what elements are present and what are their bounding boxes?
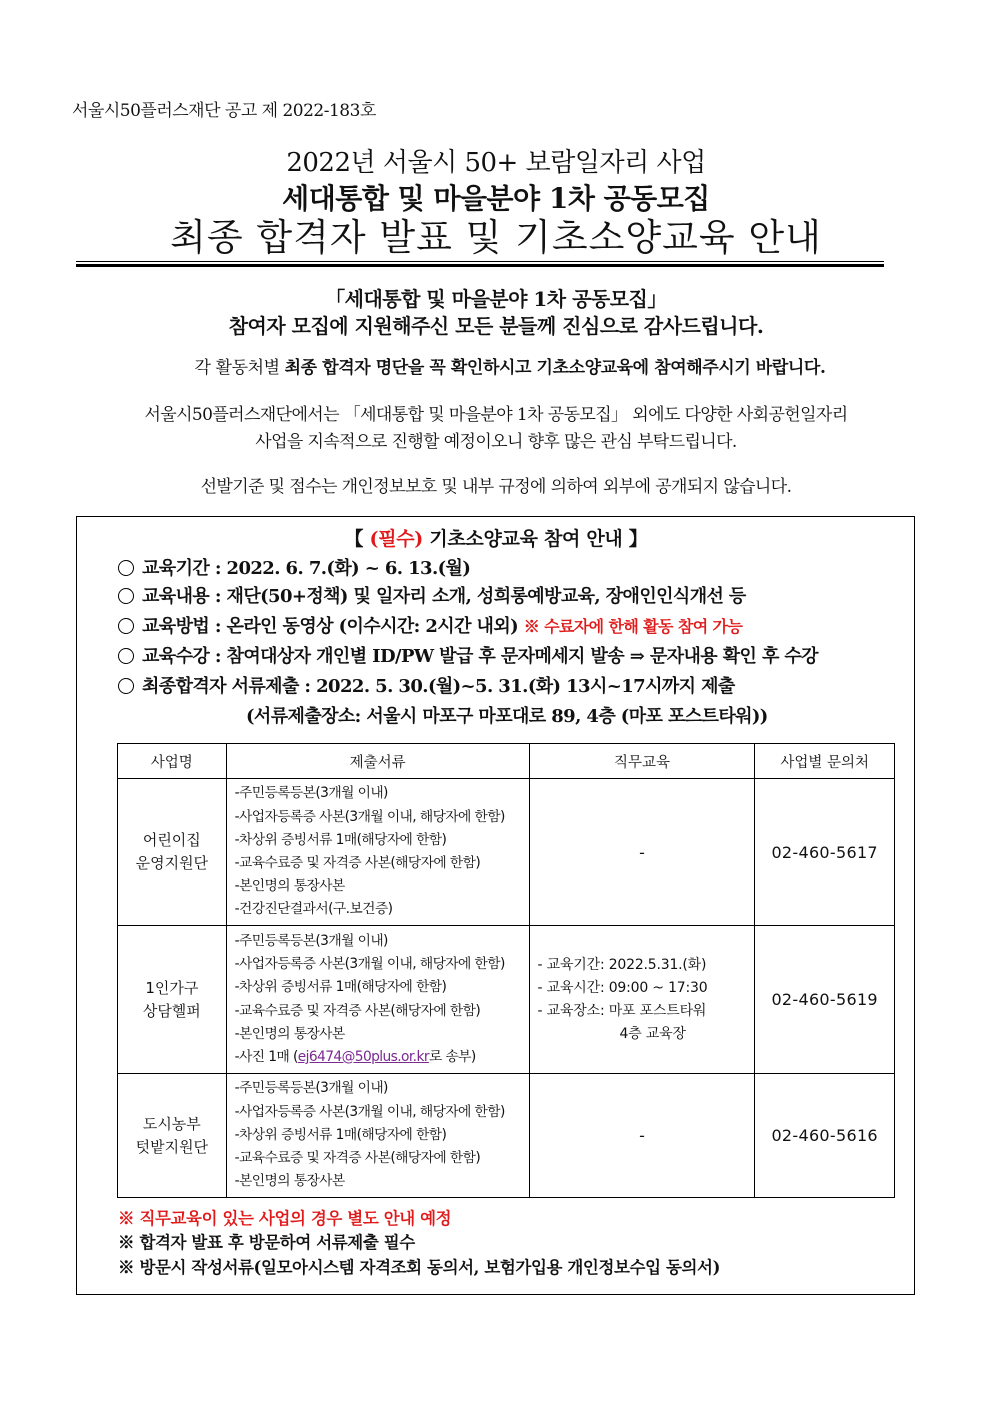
document-item: -주민등록등본(3개월 이내) bbox=[234, 785, 388, 802]
document-item: -본인명의 통장사본 bbox=[234, 1025, 345, 1042]
contact-phone: 02-460-5617 bbox=[755, 779, 895, 926]
program-name-cell: 1인가구 상담헬퍼 bbox=[118, 926, 227, 1074]
document-item: -주민등록등본(3개월 이내) bbox=[234, 932, 388, 949]
job-training-cell: - bbox=[529, 1074, 755, 1198]
job-training-cell: - bbox=[529, 779, 755, 926]
document-item-photo: -사진 1매 (ej6474@50plus.or.kr로 송부) bbox=[234, 1048, 476, 1065]
document-item: -차상위 증빙서류 1매(해당자에 한함) bbox=[234, 979, 447, 996]
required-label: (필수) bbox=[369, 528, 423, 550]
table-row bbox=[118, 926, 895, 1074]
confirm-prefix: 각 활동처별 bbox=[194, 358, 285, 378]
foundation-paragraph-line-1: 서울시50플러스재단에서는 「세대통합 및 마을분야 1차 공동모집」 외에도 다양한 사회공헌일자리 bbox=[144, 405, 848, 425]
program-name-cell: 도시농부 텃밭지원단 bbox=[118, 1074, 227, 1198]
circle-bullet-icon bbox=[118, 588, 134, 604]
thanks-line-2: 참여자 모집에 지원해주신 모든 분들께 진심으로 감사드립니다. bbox=[228, 314, 764, 338]
documents-cell bbox=[226, 779, 529, 926]
title-line-1: 2022년 서울시 50+ 보람일자리 사업 bbox=[286, 148, 706, 178]
confirm-emphasis: 최종 합격자 명단을 꼭 확인하시고 기초소양교육에 참여해주시기 바랍니다. bbox=[284, 358, 826, 378]
title-line-2: 세대통합 및 마을분야 1차 공동모집 bbox=[282, 182, 710, 215]
training-place: - 교육장소: 마포 포스트타워 bbox=[537, 1002, 707, 1019]
contact-phone: 02-460-5619 bbox=[755, 926, 895, 1074]
document-item: -사업자등록증 사본(3개월 이내, 해당자에 한함) bbox=[234, 808, 505, 825]
circle-bullet-icon bbox=[118, 678, 134, 694]
table-row bbox=[118, 1074, 895, 1198]
circle-bullet-icon bbox=[118, 648, 134, 664]
training-time: - 교육시간: 09:00 ~ 17:30 bbox=[537, 979, 708, 996]
notice-number: 서울시50플러스재단 공고 제 2022-183호 bbox=[72, 101, 376, 121]
document-item: -사업자등록증 사본(3개월 이내, 해당자에 한함) bbox=[234, 956, 505, 973]
header-documents: 제출서류 bbox=[226, 744, 529, 779]
document-item: -차상위 증빙서류 1매(해당자에 한함) bbox=[234, 831, 447, 848]
confirm-notice bbox=[0, 356, 992, 380]
document-item: -건강진단결과서(구.보건증) bbox=[234, 901, 393, 918]
document-item: -차상위 증빙서류 1매(해당자에 한함) bbox=[234, 1126, 447, 1143]
privacy-notice: 선발기준 및 점수는 개인정보보호 및 내부 규정에 의하여 외부에 공개되지 않습니다. bbox=[200, 477, 792, 497]
documents-table bbox=[117, 743, 895, 1198]
documents-cell bbox=[226, 926, 529, 1074]
foundation-paragraph-line-2: 사업을 지속적으로 진행할 예정이오니 향후 많은 관심 부탁드립니다. bbox=[255, 432, 737, 452]
document-item: -본인명의 통장사본 bbox=[234, 1173, 345, 1190]
contact-phone: 02-460-5616 bbox=[755, 1074, 895, 1198]
header-program-name: 사업명 bbox=[118, 744, 227, 779]
document-item: -주민등록등본(3개월 이내) bbox=[234, 1080, 388, 1097]
training-period: - 교육기간: 2022.5.31.(화) bbox=[537, 956, 707, 973]
education-box-title bbox=[0, 526, 992, 552]
header-contact: 사업별 문의처 bbox=[755, 744, 895, 779]
circle-bullet-icon bbox=[118, 618, 134, 634]
document-item: -교육수료증 및 자격증 사본(해당자에 한함) bbox=[234, 1002, 481, 1019]
table-header-row bbox=[118, 744, 895, 779]
foundation-paragraph bbox=[0, 402, 992, 456]
document-item: -사업자등록증 사본(3개월 이내, 해당자에 한함) bbox=[234, 1103, 505, 1120]
training-place-detail: 4층 교육장 bbox=[619, 1025, 686, 1042]
table-row bbox=[118, 779, 895, 926]
document-item: -교육수료증 및 자격증 사본(해당자에 한함) bbox=[234, 855, 481, 871]
title-double-rule bbox=[76, 261, 884, 268]
footnote-visit-forms: ※ 방문시 작성서류(일모아시스템 자격조회 동의서, 보험가입용 개인정보수입 동의서) bbox=[118, 1258, 720, 1277]
info-education-method: 교육방법 : 온라인 동영상 (이수시간: 2시간 내외) ※ 수료자에 한해 활동 참여 가능 bbox=[118, 614, 742, 640]
info-document-submission: 최종합격자 서류제출 : 2022. 5. 30.(월)~5. 31.(화) 13시~17시까지 제출 bbox=[118, 674, 735, 700]
completion-required-note: ※ 수료자에 한해 활동 참여 가능 bbox=[523, 617, 743, 636]
thanks-line-1: 「세대통합 및 마을분야 1차 공동모집」 bbox=[325, 287, 667, 311]
page-title: 최종 합격자 발표 및 기초소양교육 안내 bbox=[170, 216, 822, 259]
footnote-job-training: ※ 직무교육이 있는 사업의 경우 별도 안내 예정 bbox=[118, 1209, 452, 1228]
program-name-cell: 어린이집 운영지원단 bbox=[118, 779, 227, 926]
document-item: -본인명의 통장사본 bbox=[234, 878, 345, 895]
document-item: -교육수료증 및 자격증 사본(해당자에 한함) bbox=[234, 1150, 481, 1167]
documents-cell bbox=[226, 1074, 529, 1198]
header-job-training: 직무교육 bbox=[529, 744, 755, 779]
circle-bullet-icon bbox=[118, 560, 134, 576]
info-education-access: 교육수강 : 참여대상자 개인별 ID/PW 발급 후 문자메세지 발송 ⇒ 문자내용 확인 후 수강 bbox=[118, 644, 818, 670]
bracket-open: 【 bbox=[344, 528, 370, 550]
footnote-document-submission: ※ 합격자 발표 후 방문하여 서류제출 필수 bbox=[118, 1233, 415, 1252]
info-education-period: 교육기간 : 2022. 6. 7.(화) ~ 6. 13.(월) bbox=[118, 556, 470, 582]
info-education-content: 교육내용 : 재단(50+정책) 및 일자리 소개, 성희롱예방교육, 장애인인식개선 등 bbox=[118, 584, 746, 610]
education-box-title-text: 기초소양교육 참여 안내 】 bbox=[423, 528, 648, 550]
email-link[interactable]: ej6474@50plus.or.kr bbox=[297, 1048, 429, 1065]
job-training-cell bbox=[529, 926, 755, 1074]
submission-place: (서류제출장소: 서울시 마포구 마포대로 89, 4층 (마포 포스트타워)) bbox=[246, 706, 768, 727]
